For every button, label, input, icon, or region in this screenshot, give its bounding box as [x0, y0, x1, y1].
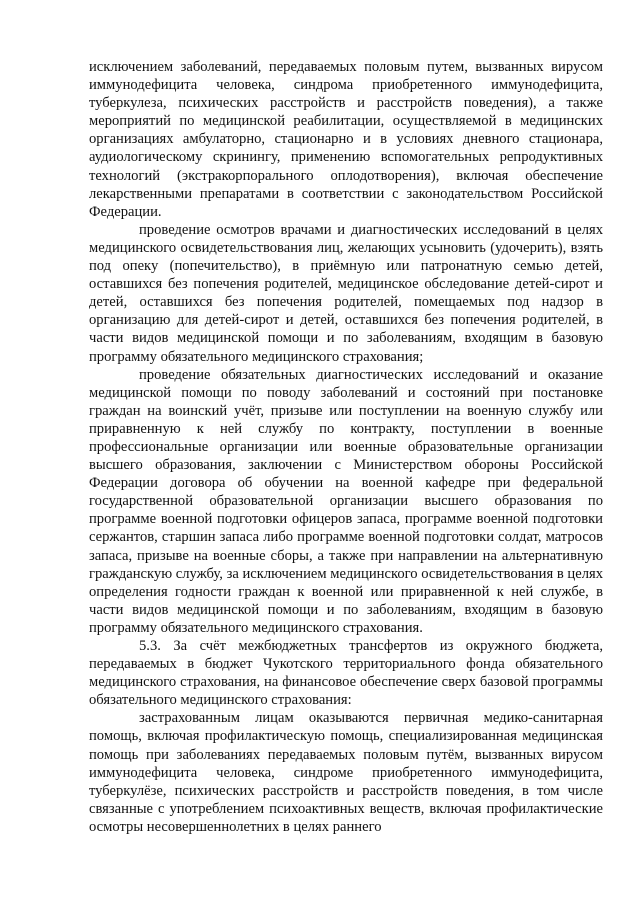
paragraph-insured-persons-care: застрахованным лицам оказываются первичная медико-санитарная помощь, включая профилактическую помощь, специализированная медицинская помощь при заболеваниях передаваемых половым путём, вызванных вирусом иммунодефицита человека, синдроме приобретенного иммунодефицита, туберкулёзе, психических расстройств и расстройств поведения, в том числе связанные с употреблением психоактивных веществ, включая профилактические осмотры несовершеннолетних в целях раннего	[89, 710, 603, 835]
paragraph-military-registration-examinations: проведение обязательных диагностических исследований и оказание медицинской помощи по поводу заболеваний и состояний при постановке граждан на воинский учёт, призыве или поступлении на военную службу или приравненную к ней службу по контракту, поступлении в военные профессиональные организации или военные образовательные организации высшего образования, заключении с Министерством обороны Российской Федерации договора об обучении на военной кафедре при федеральной государственной образовательной организации высшего образования по программе военной подготовки офицеров запаса, программе военной подготовки сержантов, старшин запаса либо программе военной подготовки солдат, матросов запаса, призыве на военные сборы, а также при направлении на альтернативную гражданскую службу, за исключением медицинского освидетельствования в целях определения годности граждан к военной или приравненной к ней службе, в части видов медицинской помощи и по заболеваниям, входящим в базовую программу обязательного медицинского страхования.	[89, 366, 603, 636]
paragraph-medical-certification-adoption: проведение осмотров врачами и диагностических исследований в целях медицинского освидетельствования лиц, желающих усыновить (удочерить), взять под опеку (попечительство), в приёмную или патронатную семью детей, оставшихся без попечения родителей, медицинское обследование детей-сирот и детей, оставшихся без попечения родителей, помещаемых под надзор в организацию для детей-сирот и детей, оставшихся без попечения родителей, в части видов медицинской помощи и по заболеваниям, входящим в базовую программу обязательного медицинского страхования;	[89, 221, 603, 365]
document-page	[89, 58, 603, 836]
paragraph-section-5-3: 5.3. За счёт межбюджетных трансфертов из окружного бюджета, передаваемых в бюджет Чукотского территориального фонда обязательного медицинского страхования, на финансовое обеспечение сверх базовой программы обязательного медицинского страхования:	[89, 638, 603, 709]
paragraph-continuation: исключением заболеваний, передаваемых половым путем, вызванных вирусом иммунодефицита человека, синдрома приобретенного иммунодефицита, туберкулеза, психических расстройств и расстройств поведения), а также мероприятий по медицинской реабилитации, осуществляемой в медицинских организациях амбулаторно, стационарно и в условиях дневного стационара, аудиологическому скринингу, применению вспомогательных репродуктивных технологий (экстракорпорального оплодотворения), включая обеспечение лекарственными препаратами в соответствии с законодательством Российской Федерации.	[89, 59, 603, 220]
